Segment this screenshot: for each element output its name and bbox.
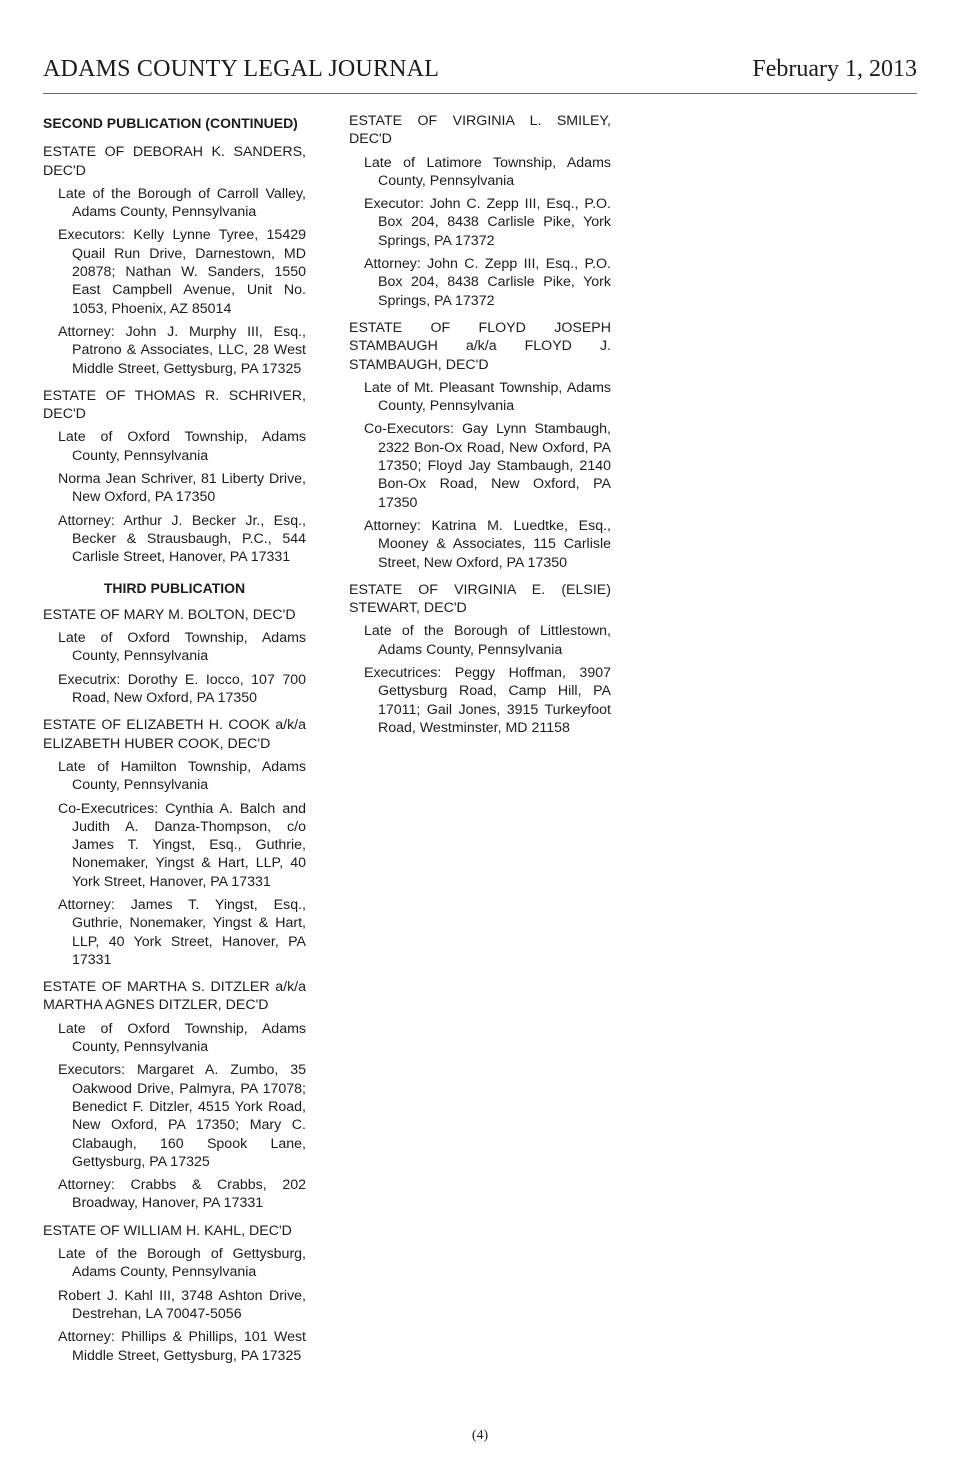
- journal-header: [43, 52, 917, 94]
- estate-personal-representative: Robert J. Kahl III, 3748 Ashton Drive, Destrehan, LA 70047-5056: [58, 1287, 306, 1322]
- estate-personal-representative: Co-Executors: Gay Lynn Stambaugh, 2322 Bon-Ox Road, New Oxford, PA 17350; Floyd Jay Stambaugh, 2140 Bon-Ox Road, New Oxford, PA 17350: [364, 421, 611, 511]
- estate-title: ESTATE OF MARTHA S. DITZLER a/k/a MARTHA AGNES DITZLER, DEC'D: [43, 979, 306, 1014]
- estate-residence: Late of Hamilton Township, Adams County, Pennsylvania: [58, 758, 306, 794]
- estate-notice: [349, 112, 611, 310]
- left-column: [43, 112, 306, 1374]
- estate-personal-representative: Executor: John C. Zepp III, Esq., P.O. Box 204, 8438 Carlisle Pike, York Springs, PA 17372: [364, 196, 611, 249]
- section-heading: SECOND PUBLICATION (CONTINUED): [43, 115, 298, 131]
- estate-residence: Late of Oxford Township, Adams County, Pennsylvania: [58, 429, 306, 464]
- estate-notice: [43, 1222, 306, 1365]
- issue-date: February 1, 2013: [752, 56, 917, 82]
- estate-personal-representative: Executrix: Dorothy E. Iocco, 107 700 Road, New Oxford, PA 17350: [58, 671, 306, 707]
- estate-residence: Late of Latimore Township, Adams County, Pennsylvania: [364, 154, 611, 189]
- estate-personal-representative: Executors: Kelly Lynne Tyree, 15429 Quail Run Drive, Darnestown, MD 20878; Nathan W. Sanders, 1550 East Campbell Avenue, Unit No. 1053, Phoenix, AZ 85014: [58, 227, 306, 317]
- estate-title: ESTATE OF THOMAS R. SCHRIVER, DEC'D: [43, 387, 306, 423]
- estate-title: ESTATE OF VIRGINIA L. SMILEY, DEC'D: [349, 113, 611, 148]
- estate-title: ESTATE OF FLOYD JOSEPH STAMBAUGH a/k/a FLOYD J. STAMBAUGH, DEC'D: [349, 319, 611, 373]
- estate-attorney: Attorney: James T. Yingst, Esq., Guthrie, Nonemaker, Yingst & Hart, LLP, 40 York Street, Hanover, PA 17331: [58, 896, 306, 968]
- estate-title: ESTATE OF VIRGINIA E. (ELSIE) STEWART, DEC'D: [349, 581, 611, 617]
- estate-residence: Late of the Borough of Gettysburg, Adams County, Pennsylvania: [58, 1246, 306, 1281]
- estate-personal-representative: Executors: Margaret A. Zumbo, 35 Oakwood Drive, Palmyra, PA 17078; Benedict F. Ditzler, 4515 York Road, New Oxford, PA 17350; Mary C. Clabaugh, 160 Spook Lane, Gettysburg, PA 17325: [58, 1062, 306, 1170]
- estate-notice: [349, 581, 611, 737]
- estate-residence: Late of the Borough of Carroll Valley, Adams County, Pennsylvania: [58, 185, 306, 221]
- right-column: [349, 112, 611, 746]
- estate-residence: Late of Oxford Township, Adams County, Pennsylvania: [58, 1020, 306, 1056]
- estate-attorney: Attorney: John J. Murphy III, Esq., Patrono & Associates, LLC, 28 West Middle Street, Gettysburg, PA 17325: [58, 323, 306, 377]
- estate-notice: [43, 716, 306, 969]
- section-heading: THIRD PUBLICATION: [103, 579, 246, 596]
- estate-attorney: Attorney: Phillips & Phillips, 101 West Middle Street, Gettysburg, PA 17325: [58, 1329, 306, 1364]
- estate-title: ESTATE OF WILLIAM H. KAHL, DEC'D: [43, 1222, 292, 1239]
- estate-residence: Late of Mt. Pleasant Township, Adams County, Pennsylvania: [364, 379, 611, 415]
- estate-attorney: Attorney: John C. Zepp III, Esq., P.O. Box 204, 8438 Carlisle Pike, York Springs, PA 17372: [364, 256, 611, 309]
- estate-attorney: Attorney: Arthur J. Becker Jr., Esq., Becker & Strausbaugh, P.C., 544 Carlisle Street, Hanover, PA 17331: [58, 512, 306, 566]
- estate-attorney: Attorney: Crabbs & Crabbs, 202 Broadway, Hanover, PA 17331: [58, 1177, 306, 1212]
- estate-attorney: Attorney: Katrina M. Luedtke, Esq., Mooney & Associates, 115 Carlisle Street, New Oxford, PA 17350: [364, 517, 611, 571]
- journal-title: ADAMS COUNTY LEGAL JOURNAL: [43, 56, 440, 82]
- estate-notice: [43, 143, 306, 378]
- estate-personal-representative: Norma Jean Schriver, 81 Liberty Drive, New Oxford, PA 17350: [58, 471, 306, 506]
- estate-notice: [43, 978, 306, 1213]
- estate-residence: Late of the Borough of Littlestown, Adams County, Pennsylvania: [364, 623, 611, 658]
- estate-title: ESTATE OF ELIZABETH H. COOK a/k/a ELIZABETH HUBER COOK, DEC'D: [43, 717, 306, 752]
- estate-title: ESTATE OF DEBORAH K. SANDERS, DEC'D: [43, 144, 306, 179]
- page-number: (4): [471, 1428, 489, 1443]
- estate-personal-representative: Executrices: Peggy Hoffman, 3907 Gettysburg Road, Camp Hill, PA 17011; Gail Jones, 3915 Turkeyfoot Road, Westminster, MD 21158: [364, 665, 611, 736]
- estate-notice: [43, 606, 306, 707]
- estate-title: ESTATE OF MARY M. BOLTON, DEC'D: [43, 606, 296, 623]
- estate-residence: Late of Oxford Township, Adams County, Pennsylvania: [58, 630, 306, 665]
- estate-personal-representative: Co-Executrices: Cynthia A. Balch and Judith A. Danza-Thompson, c/o James T. Yingst, Esq., Guthrie, Nonemaker, Yingst & Hart, LLP, 40 York Street, Hanover, PA 17331: [58, 800, 306, 890]
- estate-notice: [43, 387, 306, 567]
- estate-notice: [349, 319, 611, 572]
